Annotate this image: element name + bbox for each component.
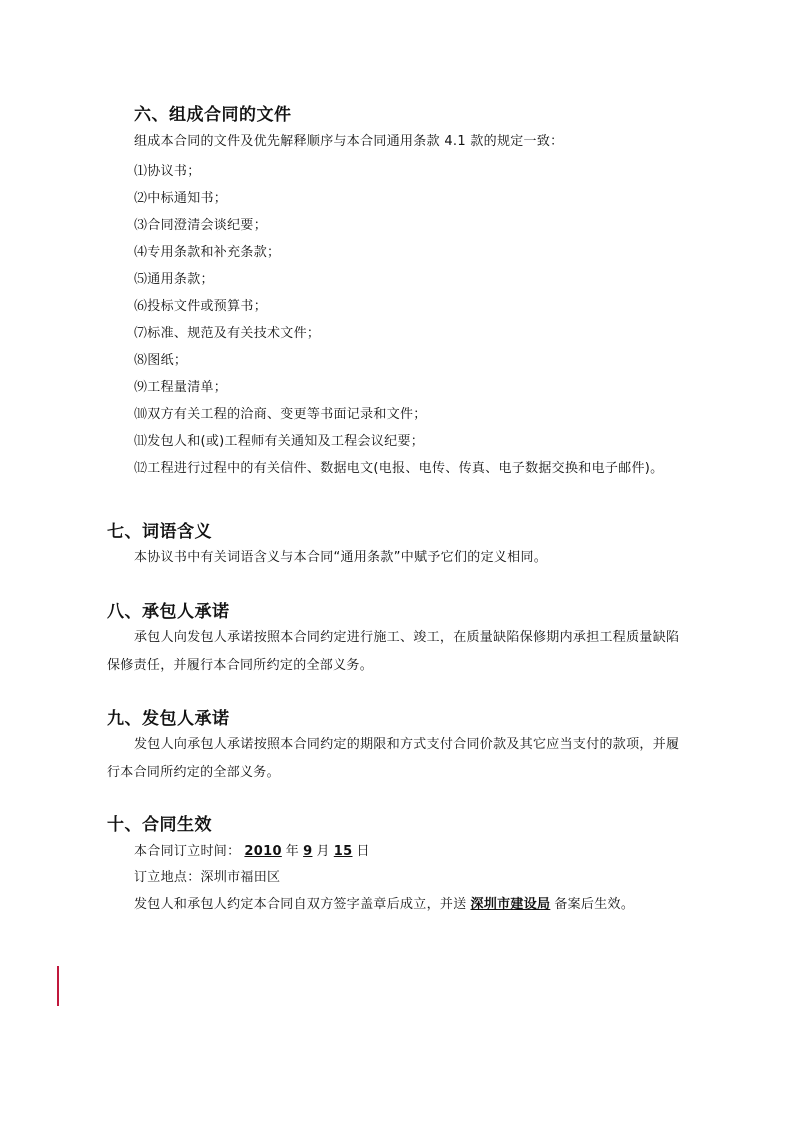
section-6-intro: 组成本合同的文件及优先解释顺序与本合同通用条款 4.1 款的规定一致： xyxy=(134,134,564,149)
filing-authority: 深圳市建设局 xyxy=(470,897,551,912)
contract-date-label: 本合同订立时间： xyxy=(134,844,241,859)
section-9-heading: 九、发包人承诺 xyxy=(107,709,230,729)
contract-year: 2010 xyxy=(244,844,282,859)
section-9-line-1: 发包人向承包人承诺按照本合同约定的期限和方式支付合同价款及其它应当支付的款项，并履 xyxy=(134,737,680,752)
list-item: ⑸通用条款； xyxy=(134,272,214,287)
contract-place-line xyxy=(134,866,280,885)
section-8-heading: 八、承包人承诺 xyxy=(107,602,230,622)
contract-effect-line xyxy=(134,893,634,912)
list-item: ⑹投标文件或预算书； xyxy=(134,299,268,314)
effect-suffix: 备案后生效。 xyxy=(554,897,635,912)
contract-place: 深圳市福田区 xyxy=(200,870,281,885)
list-item: ⑷专用条款和补充条款； xyxy=(134,245,281,260)
list-item: ⑽双方有关工程的洽商、变更等书面记录和文件； xyxy=(134,407,427,422)
list-item: ⑾发包人和(或)工程师有关通知及工程会议纪要； xyxy=(134,434,425,449)
list-item: ⑵中标通知书； xyxy=(134,191,228,206)
contract-month: 9 xyxy=(303,844,313,859)
day-unit: 日 xyxy=(356,844,370,859)
effect-prefix: 发包人和承包人约定本合同自双方签字盖章后成立，并送 xyxy=(134,897,467,912)
year-unit: 年 xyxy=(285,844,300,859)
section-6-heading: 六、组成合同的文件 xyxy=(134,105,292,125)
list-item: ⑿工程进行过程中的有关信件、数据电文(电报、电传、传真、电子数据交换和电子邮件)。 xyxy=(134,461,664,476)
section-8-line-2: 保修责任，并履行本合同所约定的全部义务。 xyxy=(107,658,374,673)
section-7-body: 本协议书中有关词语含义与本合同“通用条款”中赋予它们的定义相同。 xyxy=(134,550,548,565)
month-unit: 月 xyxy=(316,844,330,859)
contract-place-label: 订立地点： xyxy=(134,870,201,885)
contract-day: 15 xyxy=(333,844,353,859)
section-8-line-1: 承包人向发包人承诺按照本合同约定进行施工、竣工，在质量缺陷保修期内承担工程质量缺陷 xyxy=(134,630,680,645)
list-item: ⑼工程量清单； xyxy=(134,380,228,395)
contract-date-line xyxy=(134,840,370,859)
list-item: ⑻图纸； xyxy=(134,353,188,368)
section-10-heading: 十、合同生效 xyxy=(107,815,212,835)
list-item: ⑺标准、规范及有关技术文件； xyxy=(134,326,321,341)
section-9-line-2: 行本合同所约定的全部义务。 xyxy=(107,765,280,780)
section-7-heading: 七、词语含义 xyxy=(107,522,212,542)
list-item: ⑴协议书； xyxy=(134,164,201,179)
margin-mark xyxy=(57,966,59,1006)
list-item: ⑶合同澄清会谈纪要； xyxy=(134,218,268,233)
